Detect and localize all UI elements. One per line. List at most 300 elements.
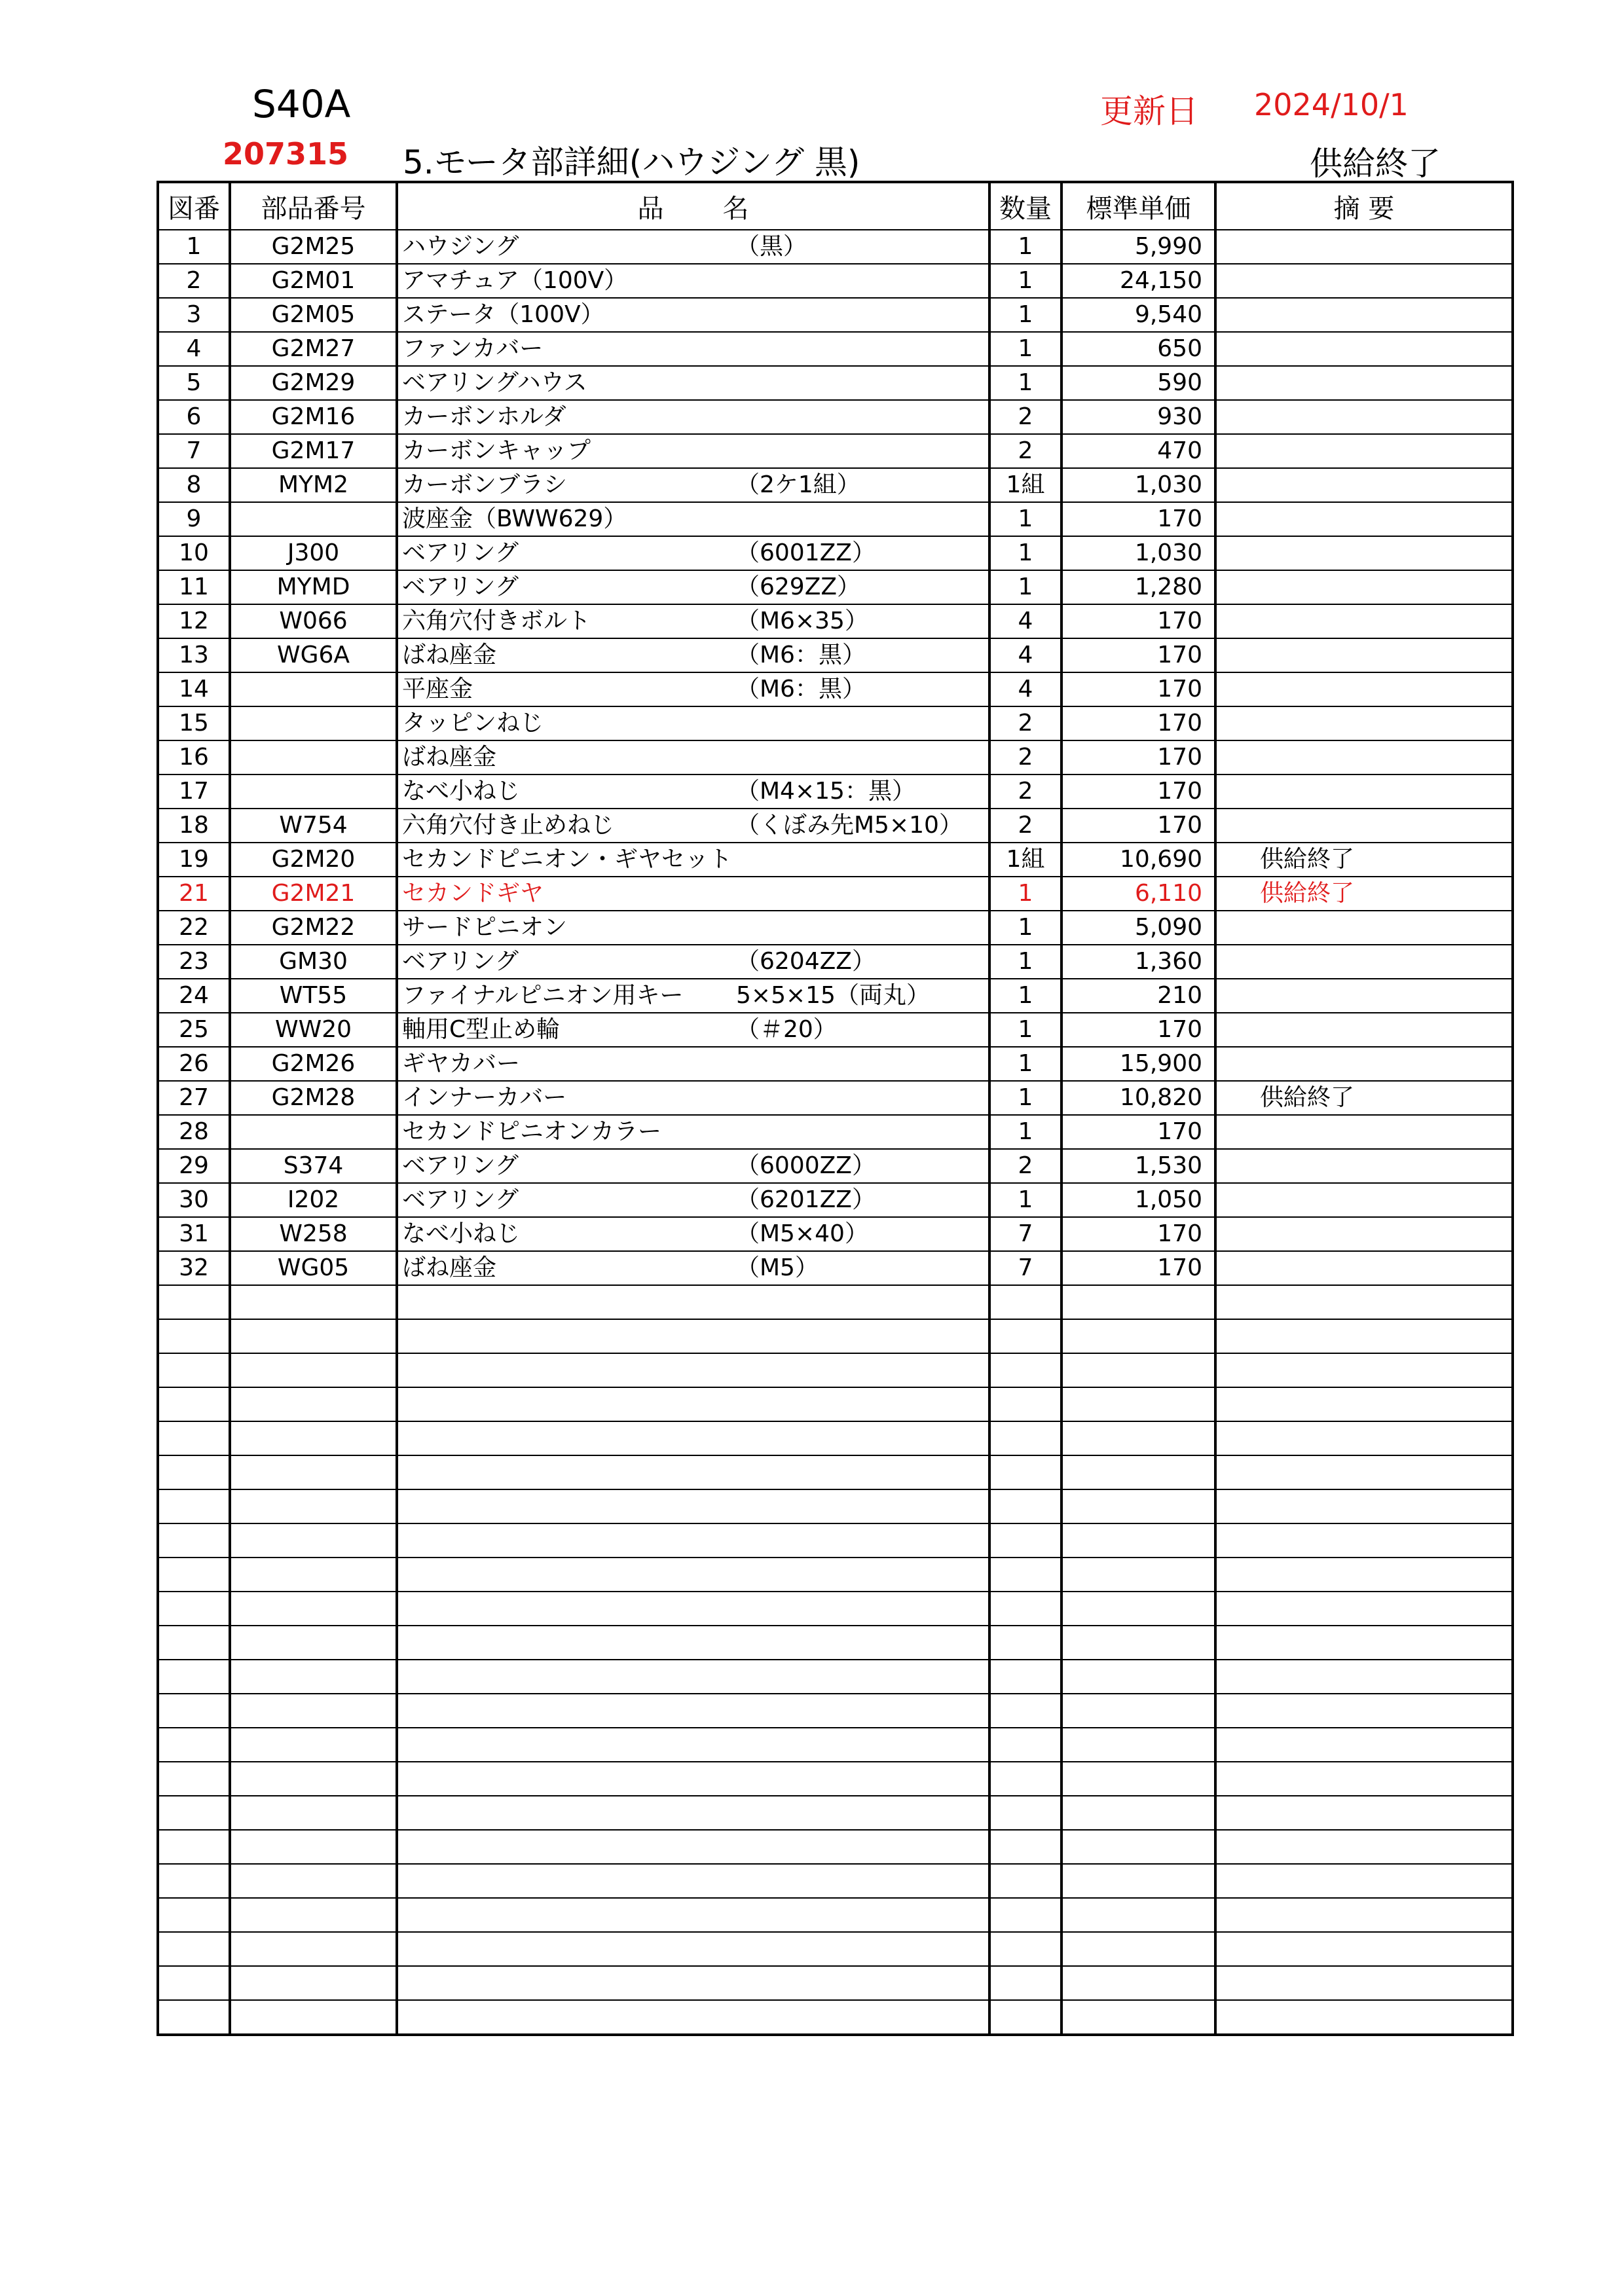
supply-status: 供給終了 xyxy=(1310,145,1441,183)
cell-quantity xyxy=(989,1626,1061,1660)
cell-figure-no: 7 xyxy=(158,434,230,468)
cell-quantity: 1 xyxy=(989,536,1061,570)
cell-part-no xyxy=(230,672,397,706)
cell-unit-price: 170 xyxy=(1061,1115,1215,1149)
cell-unit-price: 170 xyxy=(1061,604,1215,638)
table-row xyxy=(158,1081,1513,1115)
cell-unit-price: 650 xyxy=(1061,332,1215,366)
cell-quantity: 2 xyxy=(989,809,1061,843)
cell-remarks xyxy=(1215,1183,1513,1217)
cell-part-no xyxy=(230,740,397,774)
cell-part-name xyxy=(397,366,989,400)
cell-unit-price: 170 xyxy=(1061,809,1215,843)
cell-part-no xyxy=(230,1626,397,1660)
cell-part-no: G2M01 xyxy=(230,264,397,298)
cell-part-no xyxy=(230,1455,397,1489)
cell-part-no xyxy=(230,1592,397,1626)
cell-remarks xyxy=(1215,1762,1513,1796)
table-row xyxy=(158,1115,1513,1149)
cell-unit-price: 6,110 xyxy=(1061,877,1215,911)
cell-part-name xyxy=(397,1728,989,1762)
col-header-no: 図番 xyxy=(158,182,230,230)
cell-figure-no: 4 xyxy=(158,332,230,366)
cell-quantity xyxy=(989,1864,1061,1898)
cell-unit-price: 170 xyxy=(1061,1217,1215,1251)
cell-remarks xyxy=(1215,1898,1513,1932)
cell-figure-no xyxy=(158,1353,230,1387)
cell-remarks xyxy=(1215,1455,1513,1489)
table-row xyxy=(158,604,1513,638)
table-row xyxy=(158,230,1513,264)
cell-figure-no xyxy=(158,1898,230,1932)
part-name: ばね座金 xyxy=(402,642,497,668)
cell-unit-price: 470 xyxy=(1061,434,1215,468)
table-row xyxy=(158,1592,1513,1626)
cell-part-no: WG6A xyxy=(230,638,397,672)
cell-remarks xyxy=(1215,672,1513,706)
part-spec: （M5） xyxy=(736,1254,819,1281)
model-code: 207315 xyxy=(223,136,349,172)
part-spec: （くぼみ先M5×10） xyxy=(736,812,963,839)
cell-figure-no: 24 xyxy=(158,979,230,1013)
cell-remarks xyxy=(1215,638,1513,672)
part-spec: （M6×35） xyxy=(736,608,868,634)
cell-part-name xyxy=(397,264,989,298)
cell-remarks xyxy=(1215,1626,1513,1660)
cell-remarks xyxy=(1215,1387,1513,1421)
cell-remarks xyxy=(1215,570,1513,604)
part-spec: （6204ZZ） xyxy=(736,948,876,975)
cell-remarks xyxy=(1215,264,1513,298)
table-row xyxy=(158,2000,1513,2035)
cell-figure-no xyxy=(158,1285,230,1319)
cell-figure-no xyxy=(158,1558,230,1592)
cell-quantity: 7 xyxy=(989,1251,1061,1285)
table-row xyxy=(158,1013,1513,1047)
part-name: セカンドピニオンカラー xyxy=(402,1118,662,1145)
cell-remarks xyxy=(1215,400,1513,434)
cell-quantity: 1 xyxy=(989,298,1061,332)
model-number: S40A xyxy=(252,82,351,126)
cell-figure-no: 10 xyxy=(158,536,230,570)
table-row xyxy=(158,1217,1513,1251)
cell-unit-price: 1,050 xyxy=(1061,1183,1215,1217)
cell-unit-price xyxy=(1061,1626,1215,1660)
cell-part-name xyxy=(397,1932,989,1966)
cell-part-name xyxy=(397,1013,989,1047)
part-name: ファンカバー xyxy=(402,335,544,362)
cell-figure-no: 26 xyxy=(158,1047,230,1081)
cell-figure-no xyxy=(158,1319,230,1353)
cell-part-name xyxy=(397,1796,989,1830)
cell-part-name xyxy=(397,1558,989,1592)
section-title: 5.モータ部詳細(ハウジング 黒) xyxy=(403,143,860,181)
part-name: 平座金 xyxy=(402,676,473,702)
cell-unit-price xyxy=(1061,1694,1215,1728)
cell-quantity xyxy=(989,1830,1061,1864)
cell-figure-no: 13 xyxy=(158,638,230,672)
cell-remarks xyxy=(1215,1830,1513,1864)
cell-part-name xyxy=(397,536,989,570)
table-row xyxy=(158,1047,1513,1081)
part-name: ベアリング xyxy=(402,1186,519,1213)
table-row xyxy=(158,1762,1513,1796)
parts-table xyxy=(157,181,1514,2036)
part-name: タッピンねじ xyxy=(402,710,544,737)
table-row xyxy=(158,1728,1513,1762)
cell-part-name xyxy=(397,1694,989,1728)
part-name: インナーカバー xyxy=(402,1084,567,1111)
cell-unit-price xyxy=(1061,1728,1215,1762)
table-row xyxy=(158,809,1513,843)
cell-quantity xyxy=(989,1932,1061,1966)
table-row xyxy=(158,1694,1513,1728)
cell-figure-no: 15 xyxy=(158,706,230,740)
cell-unit-price: 5,090 xyxy=(1061,911,1215,945)
col-header-name-b: 名 xyxy=(722,193,749,224)
cell-remarks xyxy=(1215,366,1513,400)
cell-part-no xyxy=(230,1796,397,1830)
cell-unit-price xyxy=(1061,1319,1215,1353)
part-name: セカンドギヤ xyxy=(402,880,544,907)
cell-part-name xyxy=(397,1523,989,1558)
cell-quantity xyxy=(989,1489,1061,1523)
cell-figure-no xyxy=(158,1932,230,1966)
cell-part-no: MYMD xyxy=(230,570,397,604)
table-row xyxy=(158,1285,1513,1319)
part-name: ベアリング xyxy=(402,1152,519,1179)
cell-part-name xyxy=(397,1047,989,1081)
cell-part-name xyxy=(397,1319,989,1353)
cell-figure-no xyxy=(158,1523,230,1558)
col-header-name xyxy=(397,182,989,230)
cell-quantity: 1 xyxy=(989,332,1061,366)
table-row xyxy=(158,400,1513,434)
cell-quantity: 1 xyxy=(989,877,1061,911)
cell-quantity: 7 xyxy=(989,1217,1061,1251)
cell-part-no: G2M28 xyxy=(230,1081,397,1115)
table-row xyxy=(158,570,1513,604)
cell-part-name xyxy=(397,570,989,604)
cell-figure-no: 17 xyxy=(158,774,230,809)
cell-part-no: MYM2 xyxy=(230,468,397,502)
table-row xyxy=(158,1251,1513,1285)
cell-figure-no: 3 xyxy=(158,298,230,332)
cell-quantity xyxy=(989,1523,1061,1558)
cell-figure-no: 11 xyxy=(158,570,230,604)
cell-part-no: G2M20 xyxy=(230,843,397,877)
cell-figure-no xyxy=(158,1455,230,1489)
table-row xyxy=(158,1796,1513,1830)
part-name: カーボンキャップ xyxy=(402,437,591,464)
table-row xyxy=(158,264,1513,298)
part-spec: 5×5×15（両丸） xyxy=(736,982,930,1009)
cell-remarks xyxy=(1215,468,1513,502)
part-spec: （6001ZZ） xyxy=(736,539,876,566)
part-name: なべ小ねじ xyxy=(402,1220,521,1247)
table-row xyxy=(158,740,1513,774)
cell-figure-no: 22 xyxy=(158,911,230,945)
cell-remarks xyxy=(1215,1353,1513,1387)
cell-remarks xyxy=(1215,1523,1513,1558)
cell-part-name xyxy=(397,1455,989,1489)
part-spec: （M4×15：黒） xyxy=(736,778,915,805)
part-name: ベアリングハウス xyxy=(402,369,587,396)
cell-unit-price xyxy=(1061,1353,1215,1387)
cell-remarks xyxy=(1215,1285,1513,1319)
cell-part-no xyxy=(230,1694,397,1728)
cell-unit-price: 170 xyxy=(1061,1013,1215,1047)
cell-figure-no xyxy=(158,1864,230,1898)
cell-unit-price xyxy=(1061,1796,1215,1830)
cell-part-no: G2M27 xyxy=(230,332,397,366)
cell-quantity: 1 xyxy=(989,1013,1061,1047)
cell-remarks xyxy=(1215,298,1513,332)
cell-part-name xyxy=(397,502,989,536)
cell-remarks xyxy=(1215,945,1513,979)
cell-part-no xyxy=(230,1115,397,1149)
cell-figure-no xyxy=(158,1592,230,1626)
part-name: ばね座金 xyxy=(402,1254,497,1281)
cell-remarks: 供給終了 xyxy=(1215,843,1513,877)
cell-part-no: W066 xyxy=(230,604,397,638)
cell-remarks xyxy=(1215,1217,1513,1251)
cell-quantity: 2 xyxy=(989,774,1061,809)
col-header-qty: 数量 xyxy=(989,182,1061,230)
cell-remarks xyxy=(1215,1796,1513,1830)
cell-unit-price xyxy=(1061,1558,1215,1592)
cell-part-name xyxy=(397,1864,989,1898)
part-name: ばね座金 xyxy=(402,744,497,771)
cell-remarks xyxy=(1215,740,1513,774)
cell-quantity: 1 xyxy=(989,945,1061,979)
table-row xyxy=(158,1830,1513,1864)
cell-remarks xyxy=(1215,706,1513,740)
cell-quantity: 2 xyxy=(989,434,1061,468)
cell-remarks: 供給終了 xyxy=(1215,1081,1513,1115)
cell-unit-price: 170 xyxy=(1061,740,1215,774)
table-row xyxy=(158,434,1513,468)
part-name: サードピニオン xyxy=(402,914,568,941)
col-header-remarks: 摘 要 xyxy=(1215,182,1513,230)
cell-remarks xyxy=(1215,911,1513,945)
table-row xyxy=(158,1966,1513,2000)
cell-part-no xyxy=(230,1728,397,1762)
cell-unit-price xyxy=(1061,1864,1215,1898)
cell-quantity: 1組 xyxy=(989,468,1061,502)
cell-part-name xyxy=(397,1387,989,1421)
cell-unit-price: 9,540 xyxy=(1061,298,1215,332)
part-name: 波座金（BWW629） xyxy=(402,505,627,532)
cell-remarks xyxy=(1215,2000,1513,2035)
cell-unit-price: 930 xyxy=(1061,400,1215,434)
table-row xyxy=(158,1626,1513,1660)
part-name: ベアリング xyxy=(402,574,519,600)
cell-quantity xyxy=(989,1319,1061,1353)
cell-part-name xyxy=(397,1115,989,1149)
cell-remarks xyxy=(1215,1932,1513,1966)
cell-part-name xyxy=(397,1592,989,1626)
cell-unit-price: 170 xyxy=(1061,672,1215,706)
cell-quantity xyxy=(989,2000,1061,2035)
cell-remarks xyxy=(1215,332,1513,366)
cell-part-name xyxy=(397,843,989,877)
table-row xyxy=(158,706,1513,740)
cell-quantity xyxy=(989,1660,1061,1694)
cell-unit-price: 1,280 xyxy=(1061,570,1215,604)
cell-part-name xyxy=(397,1830,989,1864)
cell-quantity: 4 xyxy=(989,672,1061,706)
cell-remarks xyxy=(1215,1319,1513,1353)
table-row xyxy=(158,945,1513,979)
cell-part-name xyxy=(397,230,989,264)
cell-part-no xyxy=(230,1660,397,1694)
table-row xyxy=(158,1898,1513,1932)
cell-unit-price: 15,900 xyxy=(1061,1047,1215,1081)
cell-figure-no: 16 xyxy=(158,740,230,774)
cell-unit-price: 5,990 xyxy=(1061,230,1215,264)
cell-quantity: 1 xyxy=(989,1047,1061,1081)
cell-quantity xyxy=(989,1762,1061,1796)
cell-part-no: W258 xyxy=(230,1217,397,1251)
cell-part-no xyxy=(230,1523,397,1558)
table-row xyxy=(158,1932,1513,1966)
part-spec: （M6：黒） xyxy=(736,676,866,702)
cell-remarks xyxy=(1215,1115,1513,1149)
cell-remarks xyxy=(1215,979,1513,1013)
cell-part-no xyxy=(230,1898,397,1932)
table-row xyxy=(158,877,1513,911)
cell-part-name xyxy=(397,638,989,672)
cell-part-name xyxy=(397,740,989,774)
part-name: 六角穴付きボルト xyxy=(402,608,591,634)
cell-unit-price xyxy=(1061,1523,1215,1558)
part-spec: （6000ZZ） xyxy=(736,1152,876,1179)
cell-part-no: G2M05 xyxy=(230,298,397,332)
cell-quantity: 1 xyxy=(989,911,1061,945)
cell-figure-no: 19 xyxy=(158,843,230,877)
cell-figure-no: 21 xyxy=(158,877,230,911)
cell-unit-price: 170 xyxy=(1061,1251,1215,1285)
cell-part-no: W754 xyxy=(230,809,397,843)
cell-part-name xyxy=(397,298,989,332)
cell-remarks xyxy=(1215,1660,1513,1694)
table-row xyxy=(158,366,1513,400)
cell-unit-price: 590 xyxy=(1061,366,1215,400)
cell-part-name xyxy=(397,332,989,366)
cell-remarks xyxy=(1215,774,1513,809)
part-name: ステータ（100V） xyxy=(402,301,604,328)
cell-figure-no xyxy=(158,1830,230,1864)
table-row xyxy=(158,332,1513,366)
cell-figure-no xyxy=(158,1762,230,1796)
cell-remarks: 供給終了 xyxy=(1215,877,1513,911)
cell-remarks xyxy=(1215,1047,1513,1081)
cell-quantity: 4 xyxy=(989,604,1061,638)
cell-unit-price xyxy=(1061,1387,1215,1421)
table-row xyxy=(158,1387,1513,1421)
part-name: カーボンブラシ xyxy=(402,471,568,498)
cell-figure-no xyxy=(158,1966,230,2000)
part-spec: （M5×40） xyxy=(736,1220,868,1247)
cell-part-name xyxy=(397,1285,989,1319)
cell-part-no xyxy=(230,1285,397,1319)
table-row xyxy=(158,638,1513,672)
cell-remarks xyxy=(1215,502,1513,536)
table-row xyxy=(158,672,1513,706)
cell-unit-price: 10,820 xyxy=(1061,1081,1215,1115)
part-name: なべ小ねじ xyxy=(402,778,521,805)
cell-unit-price: 170 xyxy=(1061,706,1215,740)
table-row xyxy=(158,1523,1513,1558)
cell-unit-price xyxy=(1061,1455,1215,1489)
cell-part-name xyxy=(397,911,989,945)
cell-part-name xyxy=(397,809,989,843)
cell-remarks xyxy=(1215,536,1513,570)
cell-remarks xyxy=(1215,1966,1513,2000)
cell-figure-no: 25 xyxy=(158,1013,230,1047)
table-header-row xyxy=(158,182,1513,230)
table-row xyxy=(158,1319,1513,1353)
part-name: セカンドピニオン・ギヤセット xyxy=(402,846,733,873)
update-date: 2024/10/1 xyxy=(1254,87,1409,122)
cell-quantity xyxy=(989,1353,1061,1387)
cell-remarks xyxy=(1215,604,1513,638)
table-row xyxy=(158,1353,1513,1387)
cell-figure-no: 29 xyxy=(158,1149,230,1183)
col-header-price: 標準単価 xyxy=(1061,182,1215,230)
cell-unit-price xyxy=(1061,1762,1215,1796)
table-row xyxy=(158,298,1513,332)
cell-part-no: I202 xyxy=(230,1183,397,1217)
cell-quantity xyxy=(989,1455,1061,1489)
cell-unit-price: 1,030 xyxy=(1061,468,1215,502)
cell-part-name xyxy=(397,945,989,979)
cell-quantity xyxy=(989,1728,1061,1762)
table-row xyxy=(158,1149,1513,1183)
cell-quantity: 2 xyxy=(989,740,1061,774)
cell-part-no xyxy=(230,502,397,536)
cell-part-no xyxy=(230,1387,397,1421)
cell-quantity: 1 xyxy=(989,230,1061,264)
cell-remarks xyxy=(1215,1013,1513,1047)
cell-remarks xyxy=(1215,1251,1513,1285)
cell-remarks xyxy=(1215,434,1513,468)
cell-quantity xyxy=(989,1558,1061,1592)
cell-part-name xyxy=(397,672,989,706)
cell-quantity xyxy=(989,1694,1061,1728)
cell-quantity xyxy=(989,1966,1061,2000)
cell-part-name xyxy=(397,604,989,638)
cell-part-name xyxy=(397,434,989,468)
cell-part-name xyxy=(397,1966,989,2000)
part-spec: （M6：黒） xyxy=(736,642,866,668)
cell-unit-price xyxy=(1061,1932,1215,1966)
cell-unit-price xyxy=(1061,1421,1215,1455)
part-name: 六角穴付き止めねじ xyxy=(402,812,615,839)
col-header-part-no: 部品番号 xyxy=(230,182,397,230)
cell-remarks xyxy=(1215,809,1513,843)
cell-figure-no xyxy=(158,1796,230,1830)
cell-figure-no: 28 xyxy=(158,1115,230,1149)
cell-quantity xyxy=(989,1387,1061,1421)
cell-part-no xyxy=(230,1558,397,1592)
update-label: 更新日 xyxy=(1100,92,1198,130)
cell-part-no xyxy=(230,1489,397,1523)
cell-quantity: 1組 xyxy=(989,843,1061,877)
cell-quantity: 1 xyxy=(989,1183,1061,1217)
cell-unit-price xyxy=(1061,1285,1215,1319)
